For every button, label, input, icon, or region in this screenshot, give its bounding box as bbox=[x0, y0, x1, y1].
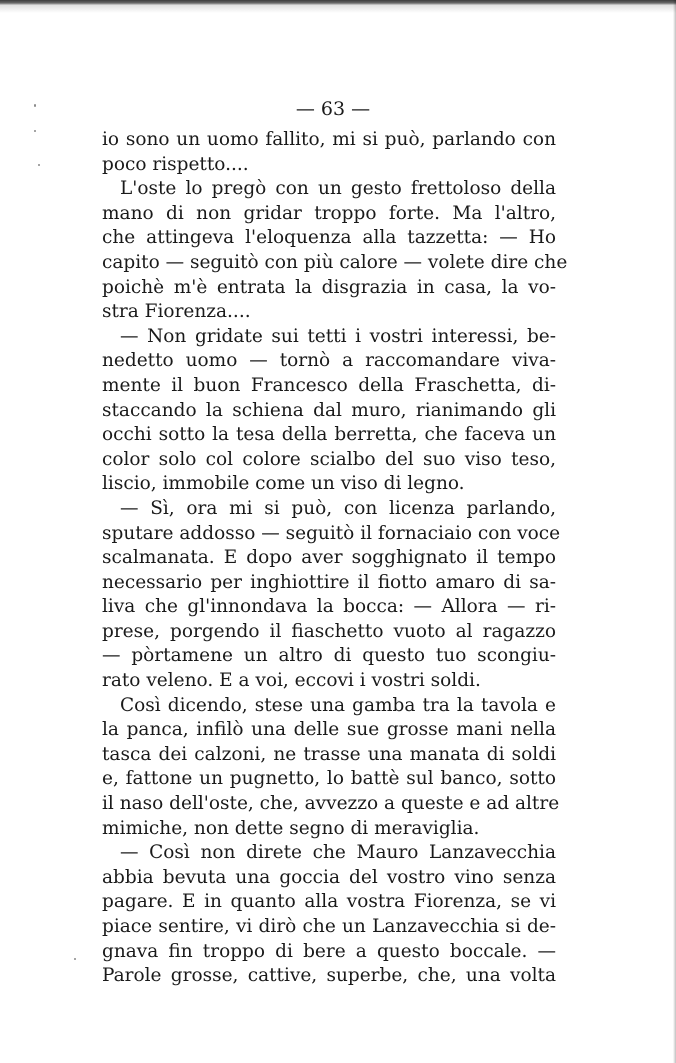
text-line: capito — seguitò con più calore — volete dire che bbox=[102, 251, 568, 273]
text-line: nedetto uomo — tornò a raccomandare viva- bbox=[102, 350, 556, 372]
book-page bbox=[102, 96, 568, 989]
margin-speck bbox=[38, 164, 40, 166]
text-line: gnava fin troppo di bere a questo boccale. — bbox=[102, 940, 556, 962]
text-line: L'oste lo pregò con un gesto frettoloso della bbox=[120, 178, 556, 200]
text-line: la panca, infilò una delle sue grosse mani nella bbox=[102, 719, 556, 741]
text-line: abbia bevuta una goccia del vostro vino senza bbox=[102, 866, 556, 888]
text-line: necessario per inghiottire il fiotto amaro di sa- bbox=[102, 571, 556, 593]
text-line: mimiche, non dette segno di meraviglia. bbox=[102, 817, 480, 839]
text-line: il naso dell'oste, che, avvezzo a queste e ad altre bbox=[102, 793, 560, 815]
margin-speck bbox=[74, 958, 76, 960]
text-line: scalmanata. E dopo aver sogghignato il tempo bbox=[102, 547, 556, 569]
text-line: Così dicendo, stese una gamba tra la tavola e bbox=[120, 694, 556, 716]
text-line: stra Fiorenza.... bbox=[102, 301, 251, 323]
text-line: che attingeva l'eloquenza alla tazzetta: — Ho bbox=[102, 227, 556, 249]
text-line: prese, porgendo il fiaschetto vuoto al ragazzo bbox=[102, 620, 556, 642]
text-line: liva che gl'innondava la bocca: — Allora — ri- bbox=[102, 596, 556, 618]
text-line: — Sì, ora mi si può, con licenza parlando, bbox=[120, 497, 556, 519]
body-text bbox=[102, 128, 568, 989]
text-line: — Non gridate sui tetti i vostri interessi, be- bbox=[120, 325, 556, 347]
text-line: e, fattone un pugnetto, lo battè sul banco, sotto bbox=[102, 768, 556, 790]
text-line: sputare addosso — seguitò il fornaciaio con voce bbox=[102, 522, 561, 544]
text-line: io sono un uomo fallito, mi si può, parlando con bbox=[102, 129, 556, 150]
text-line: liscio, immobile come un viso di legno. bbox=[102, 473, 465, 495]
text-line: — Così non direte che Mauro Lanzavecchia bbox=[120, 842, 556, 864]
text-line: poco rispetto.... bbox=[102, 153, 249, 175]
text-line: mano di non gridar troppo forte. Ma l'altro, bbox=[102, 202, 556, 224]
text-line: occhi sotto la tesa della berretta, che faceva un bbox=[102, 424, 556, 446]
text-line: staccando la schiena dal muro, rianimando gli bbox=[102, 399, 556, 421]
text-line: color solo col colore scialbo del suo viso teso, bbox=[102, 448, 556, 470]
text-line: tasca dei calzoni, ne trasse una manata di soldi bbox=[102, 743, 556, 765]
text-line: mente il buon Francesco della Fraschetta, di- bbox=[102, 374, 556, 396]
margin-speck bbox=[34, 130, 36, 132]
text-line: pagare. E in quanto alla vostra Fiorenza, se vi bbox=[102, 891, 556, 913]
text-line: poichè m'è entrata la disgrazia in casa, la vo- bbox=[102, 276, 556, 298]
text-line: piace sentire, vi dirò che un Lanzavecchia si de- bbox=[102, 916, 556, 937]
page-top-shadow bbox=[0, 5, 676, 13]
text-line: Parole grosse, cattive, superbe, che, una volta bbox=[102, 965, 556, 987]
page-number: — 63 — bbox=[295, 98, 371, 120]
text-line: rato veleno. E a voi, eccovi i vostri soldi. bbox=[102, 670, 481, 692]
margin-speck bbox=[34, 104, 36, 107]
text-line: — pòrtamene un altro di questo tuo scongiu- bbox=[102, 645, 556, 667]
